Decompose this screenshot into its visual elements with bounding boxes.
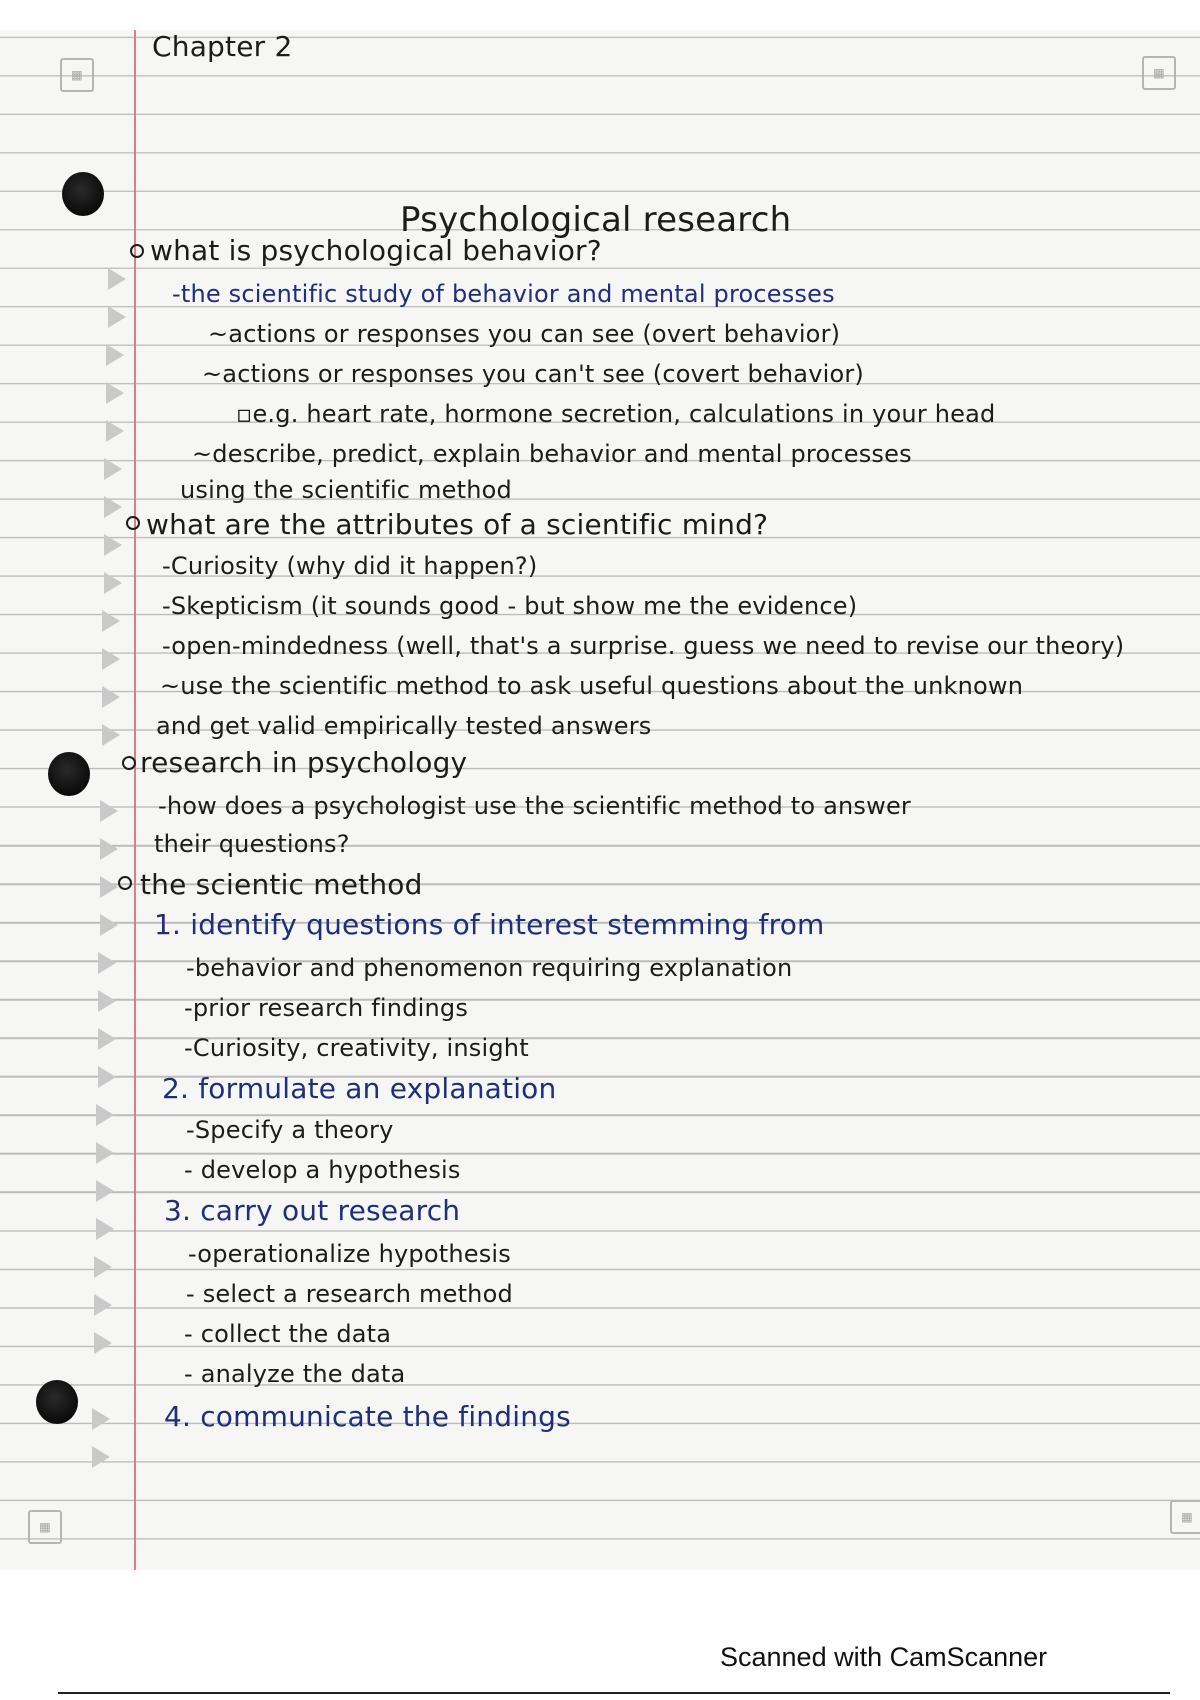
note-line: their questions? xyxy=(154,830,350,858)
note-line: -Skepticism (it sounds good - but show me the evidence) xyxy=(162,592,858,620)
margin-triangle-icon xyxy=(106,344,124,366)
notebook-page xyxy=(0,30,1200,1570)
margin-triangle-icon xyxy=(104,496,122,518)
margin-triangle-icon xyxy=(102,648,120,670)
margin-triangle-icon xyxy=(96,1218,114,1240)
note-line: - collect the data xyxy=(184,1320,392,1348)
note-line: -operationalize hypothesis xyxy=(188,1240,511,1268)
margin-triangle-icon xyxy=(104,572,122,594)
margin-triangle-icon xyxy=(102,686,120,708)
margin-line xyxy=(134,30,136,1570)
margin-triangle-icon xyxy=(102,610,120,632)
margin-triangle-icon xyxy=(92,1408,110,1430)
margin-triangle-icon xyxy=(98,1066,116,1088)
margin-triangle-icon xyxy=(102,724,120,746)
section-heading: what is psychological behavior? xyxy=(150,234,602,267)
note-line: -Curiosity, creativity, insight xyxy=(184,1034,529,1062)
section-bullet xyxy=(130,244,144,258)
note-line: -behavior and phenomenon requiring explanation xyxy=(186,954,793,982)
section-bullet xyxy=(126,516,140,530)
page-title: Psychological research xyxy=(400,200,792,240)
note-line: 3. carry out research xyxy=(164,1194,461,1227)
note-line: -how does a psychologist use the scientific method to answer xyxy=(158,792,911,820)
note-line: -Specify a theory xyxy=(186,1116,394,1144)
margin-triangle-icon xyxy=(100,876,118,898)
margin-triangle-icon xyxy=(104,534,122,556)
margin-triangle-icon xyxy=(92,1446,110,1468)
margin-triangle-icon xyxy=(98,990,116,1012)
page-corner-icon: ▦ xyxy=(1170,1500,1200,1534)
margin-triangle-icon xyxy=(106,420,124,442)
margin-triangle-icon xyxy=(104,458,122,480)
punch-hole xyxy=(62,172,104,216)
margin-triangle-icon xyxy=(108,268,126,290)
note-line: 2. formulate an explanation xyxy=(162,1072,557,1105)
scanner-watermark: Scanned with CamScanner xyxy=(720,1642,1048,1672)
punch-hole xyxy=(36,1380,78,1424)
note-line: ~describe, predict, explain behavior and mental processes xyxy=(192,440,912,468)
note-line: -Curiosity (why did it happen?) xyxy=(162,552,538,580)
section-bullet xyxy=(122,756,136,770)
margin-triangle-icon xyxy=(98,952,116,974)
margin-triangle-icon xyxy=(98,1028,116,1050)
margin-triangle-icon xyxy=(94,1332,112,1354)
note-line: ▫e.g. heart rate, hormone secretion, calculations in your head xyxy=(236,400,996,428)
note-line: - select a research method xyxy=(186,1280,513,1308)
note-line: - develop a hypothesis xyxy=(184,1156,461,1184)
margin-triangle-icon xyxy=(96,1142,114,1164)
margin-triangle-icon xyxy=(100,800,118,822)
punch-hole xyxy=(48,752,90,796)
note-line: -open-mindedness (well, that's a surprise. guess we need to revise our theory) xyxy=(162,632,1125,660)
margin-triangle-icon xyxy=(106,382,124,404)
note-line: 4. communicate the findings xyxy=(164,1400,571,1433)
chapter-heading: Chapter 2 xyxy=(152,30,293,63)
note-line: ~actions or responses you can't see (covert behavior) xyxy=(202,360,864,388)
note-line: -prior research findings xyxy=(184,994,469,1022)
margin-triangle-icon xyxy=(94,1256,112,1278)
note-line: 1. identify questions of interest stemming from xyxy=(154,908,825,941)
section-heading: the scientic method xyxy=(140,868,423,901)
margin-triangle-icon xyxy=(94,1294,112,1316)
page-corner-icon: ▦ xyxy=(28,1510,62,1544)
note-line: and get valid empirically tested answers xyxy=(156,712,652,740)
note-line: -the scientific study of behavior and mental processes xyxy=(172,280,835,308)
section-heading: research in psychology xyxy=(140,746,468,779)
section-heading: what are the attributes of a scientific mind? xyxy=(146,508,769,541)
footer-divider xyxy=(58,1692,1170,1694)
margin-triangle-icon xyxy=(100,914,118,936)
page-corner-icon: ▦ xyxy=(60,58,94,92)
page-corner-icon: ▦ xyxy=(1142,56,1176,90)
note-line: - analyze the data xyxy=(184,1360,406,1388)
note-line: using the scientific method xyxy=(180,476,512,504)
note-line: ~actions or responses you can see (overt behavior) xyxy=(208,320,841,348)
margin-triangle-icon xyxy=(108,306,126,328)
note-line: ~use the scientific method to ask useful questions about the unknown xyxy=(160,672,1024,700)
margin-triangle-icon xyxy=(96,1104,114,1126)
section-bullet xyxy=(118,876,132,890)
margin-triangle-icon xyxy=(96,1180,114,1202)
margin-triangle-icon xyxy=(100,838,118,860)
